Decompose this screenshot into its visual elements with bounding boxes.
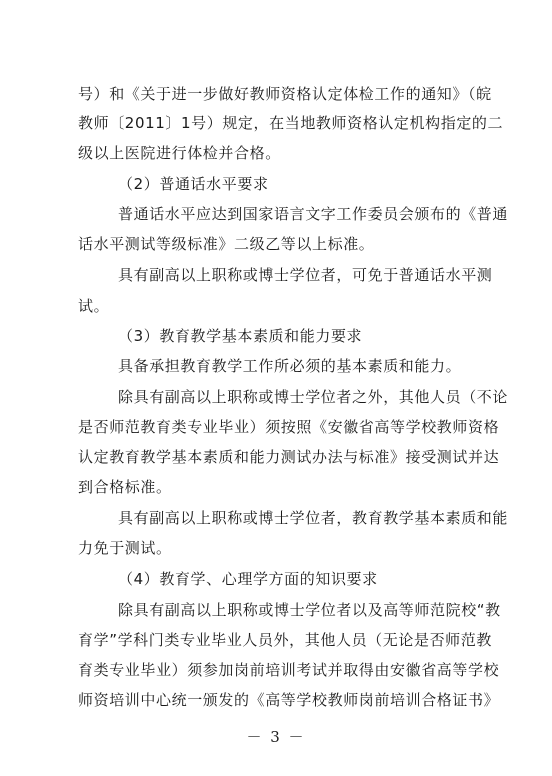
text-line: 育学”学科门类专业毕业人员外，其他人员（无论是否师范教 (78, 631, 492, 649)
text-line: 除具有副高以上职称或博士学位者之外，其他人员（不论 (118, 388, 509, 406)
text-line: 具有副高以上职称或博士学位者，教育教学基本素质和能 (118, 509, 509, 527)
section-heading: （3）教育教学基本素质和能力要求 (118, 327, 363, 345)
text-line: 具备承担教育教学工作所必须的基本素质和能力。 (118, 357, 462, 375)
section-heading: （4）教育学、心理学方面的知识要求 (118, 570, 378, 588)
text-line: 力免于测试。 (78, 539, 172, 557)
text-line: 认定教育教学基本素质和能力测试办法与标准》接受测试并达 (78, 448, 500, 466)
text-line: 号）和《关于进一步做好教师资格认定体检工作的通知》（皖 (78, 85, 492, 103)
text-line: 具有副高以上职称或博士学位者，可免于普通话水平测 (118, 266, 493, 284)
text-line: 除具有副高以上职称或博士学位者以及高等师范院校“教 (118, 601, 501, 619)
text-line: 育类专业毕业）须参加岗前培训考试并取得由安徽省高等学校 (78, 661, 500, 679)
text-line: 试。 (78, 297, 110, 315)
text-line: 教师〔2011〕1号）规定，在当地教师资格认定机构指定的二 (78, 114, 504, 132)
page-number: － 3 － (246, 728, 306, 746)
text-line: 到合格标准。 (78, 478, 172, 496)
text-line: 师资培训中心统一颁发的《高等学校教师岗前培训合格证书》 (78, 691, 500, 709)
text-line: 是否师范教育类专业毕业）须按照《安徽省高等学校教师资格 (78, 418, 500, 436)
text-line: 话水平测试等级标准》二级乙等以上标准。 (78, 235, 375, 253)
section-heading: （2）普通话水平要求 (118, 175, 269, 193)
text-line: 级以上医院进行体检并合格。 (78, 144, 281, 162)
text-line: 普通话水平应达到国家语言文字工作委员会颁布的《普通 (118, 205, 509, 223)
